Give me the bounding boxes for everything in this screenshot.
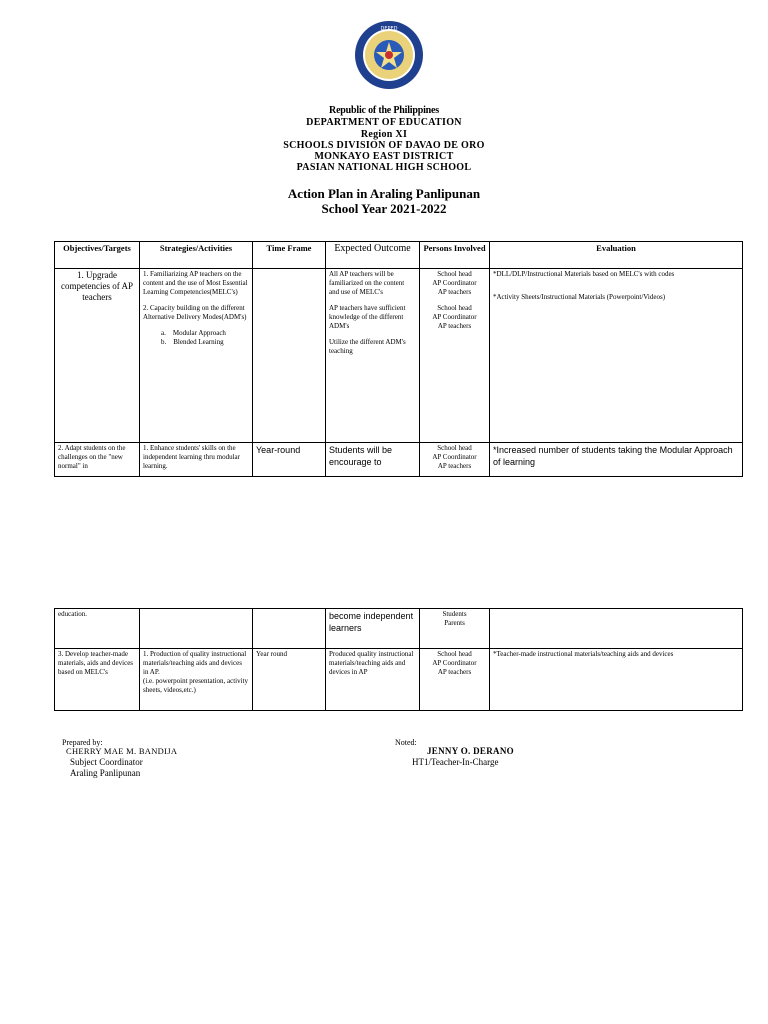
table-row bbox=[55, 443, 743, 477]
objective-cell: 1. Upgrade competencies of AP teachers bbox=[55, 269, 140, 443]
table-row bbox=[55, 649, 743, 711]
evaluation-item: *Activity Sheets/Instructional Materials (Powerpoint/Videos) bbox=[493, 293, 666, 301]
objective-cell: 3. Develop teacher-made materials, aids and devices based on MELC's bbox=[55, 649, 140, 711]
persons-item: School head AP Coordinator AP teachers bbox=[432, 304, 477, 330]
noted-role: HT1/Teacher-In-Charge bbox=[412, 757, 499, 767]
action-plan-table bbox=[54, 241, 743, 477]
time-frame-cell: Year round bbox=[253, 649, 326, 711]
strategy-subitem: a. Modular Approach bbox=[161, 329, 226, 337]
district-line: MONKAYO EAST DISTRICT bbox=[314, 151, 454, 162]
evaluation-item: *DLL/DLP/Instructional Materials based on MELC's with codes bbox=[493, 270, 675, 278]
plan-title: Action Plan in Araling Panlipunan bbox=[287, 186, 481, 201]
svg-text:DEPED: DEPED bbox=[380, 26, 398, 32]
time-frame-cell bbox=[253, 609, 326, 649]
strategy-cell bbox=[140, 609, 253, 649]
division-line: SCHOOLS DIVISION OF DAVAO DE ORO bbox=[283, 140, 485, 151]
strategy-subitem: b. Blended Learning bbox=[161, 338, 224, 346]
noted-name: JENNY O. DERANO bbox=[427, 746, 514, 756]
prepared-subject: Araling Panlipunan bbox=[70, 768, 141, 778]
department-line: DEPARTMENT OF EDUCATION bbox=[306, 117, 462, 128]
persons-item: School head AP Coordinator AP teachers bbox=[432, 270, 477, 296]
outcome-item: AP teachers have sufficient knowledge of the different ADM's bbox=[329, 304, 406, 330]
strategy-cell bbox=[140, 649, 253, 711]
outcome-cell: Produced quality instructional materials/teaching aids and devices in AP bbox=[326, 649, 420, 711]
strategy-item: 1. Production of quality instructional materials/teaching aids and devices in AP. bbox=[143, 650, 247, 676]
table-row bbox=[55, 269, 743, 443]
persons-cell: School head AP Coordinator AP teachers bbox=[420, 649, 490, 711]
evaluation-cell bbox=[490, 269, 743, 443]
col-evaluation: Evaluation bbox=[490, 242, 743, 269]
col-expected-outcome: Expected Outcome bbox=[326, 242, 420, 269]
republic-line: Republic of the Philippines bbox=[329, 105, 439, 116]
outcome-cell: become independent learners bbox=[326, 609, 420, 649]
noted-label: Noted: bbox=[395, 738, 417, 747]
time-frame-cell: Year-round bbox=[253, 443, 326, 477]
evaluation-cell: *Teacher-made instructional materials/teaching aids and devices bbox=[490, 649, 743, 711]
region-line: Region XI bbox=[360, 129, 408, 140]
objective-cell: education. bbox=[55, 609, 140, 649]
evaluation-cell bbox=[490, 609, 743, 649]
prepared-label: Prepared by: bbox=[62, 738, 103, 747]
outcome-item: Utilize the different ADM's teaching bbox=[329, 338, 406, 355]
strategy-cell bbox=[140, 269, 253, 443]
school-line: PASIAN NATIONAL HIGH SCHOOL bbox=[296, 162, 472, 173]
evaluation-cell: *Increased number of students taking the Modular Approach of learning bbox=[490, 443, 743, 477]
outcome-cell bbox=[326, 269, 420, 443]
prepared-role: Subject Coordinator bbox=[70, 757, 143, 767]
col-strategies: Strategies/Activities bbox=[140, 242, 253, 269]
deped-seal-logo bbox=[354, 20, 424, 90]
action-plan-table-continued bbox=[54, 608, 743, 711]
col-objectives: Objectives/Targets bbox=[55, 242, 140, 269]
prepared-name: CHERRY MAE M. BANDIJA bbox=[66, 746, 178, 756]
table-row bbox=[55, 609, 743, 649]
table-header-row bbox=[55, 242, 743, 269]
persons-cell bbox=[420, 269, 490, 443]
time-frame-cell bbox=[253, 269, 326, 443]
strategy-cell: 1. Enhance students' skills on the independent learning thru modular learning. bbox=[140, 443, 253, 477]
strategy-item: 2. Capacity building on the different Alternative Delivery Modes(ADM's) bbox=[143, 304, 247, 321]
col-time-frame: Time Frame bbox=[253, 242, 326, 269]
outcome-item: All AP teachers will be familiarized on the content and use of MELC's bbox=[329, 270, 405, 296]
strategy-item: (i.e. powerpoint presentation, activity sheets, videos,etc.) bbox=[143, 677, 248, 694]
strategy-item: 1. Familiarizing AP teachers on the content and the use of Most Essential Learning Competencies(MELC's) bbox=[143, 270, 248, 296]
persons-cell: School head AP Coordinator AP teachers bbox=[420, 443, 490, 477]
objective-cell: 2. Adapt students on the challenges on the "new normal" in bbox=[55, 443, 140, 477]
outcome-cell: Students will be encourage to bbox=[326, 443, 420, 477]
col-persons-involved: Persons Involved bbox=[420, 242, 490, 269]
plan-school-year: School Year 2021-2022 bbox=[321, 201, 447, 216]
persons-cell: Students Parents bbox=[420, 609, 490, 649]
